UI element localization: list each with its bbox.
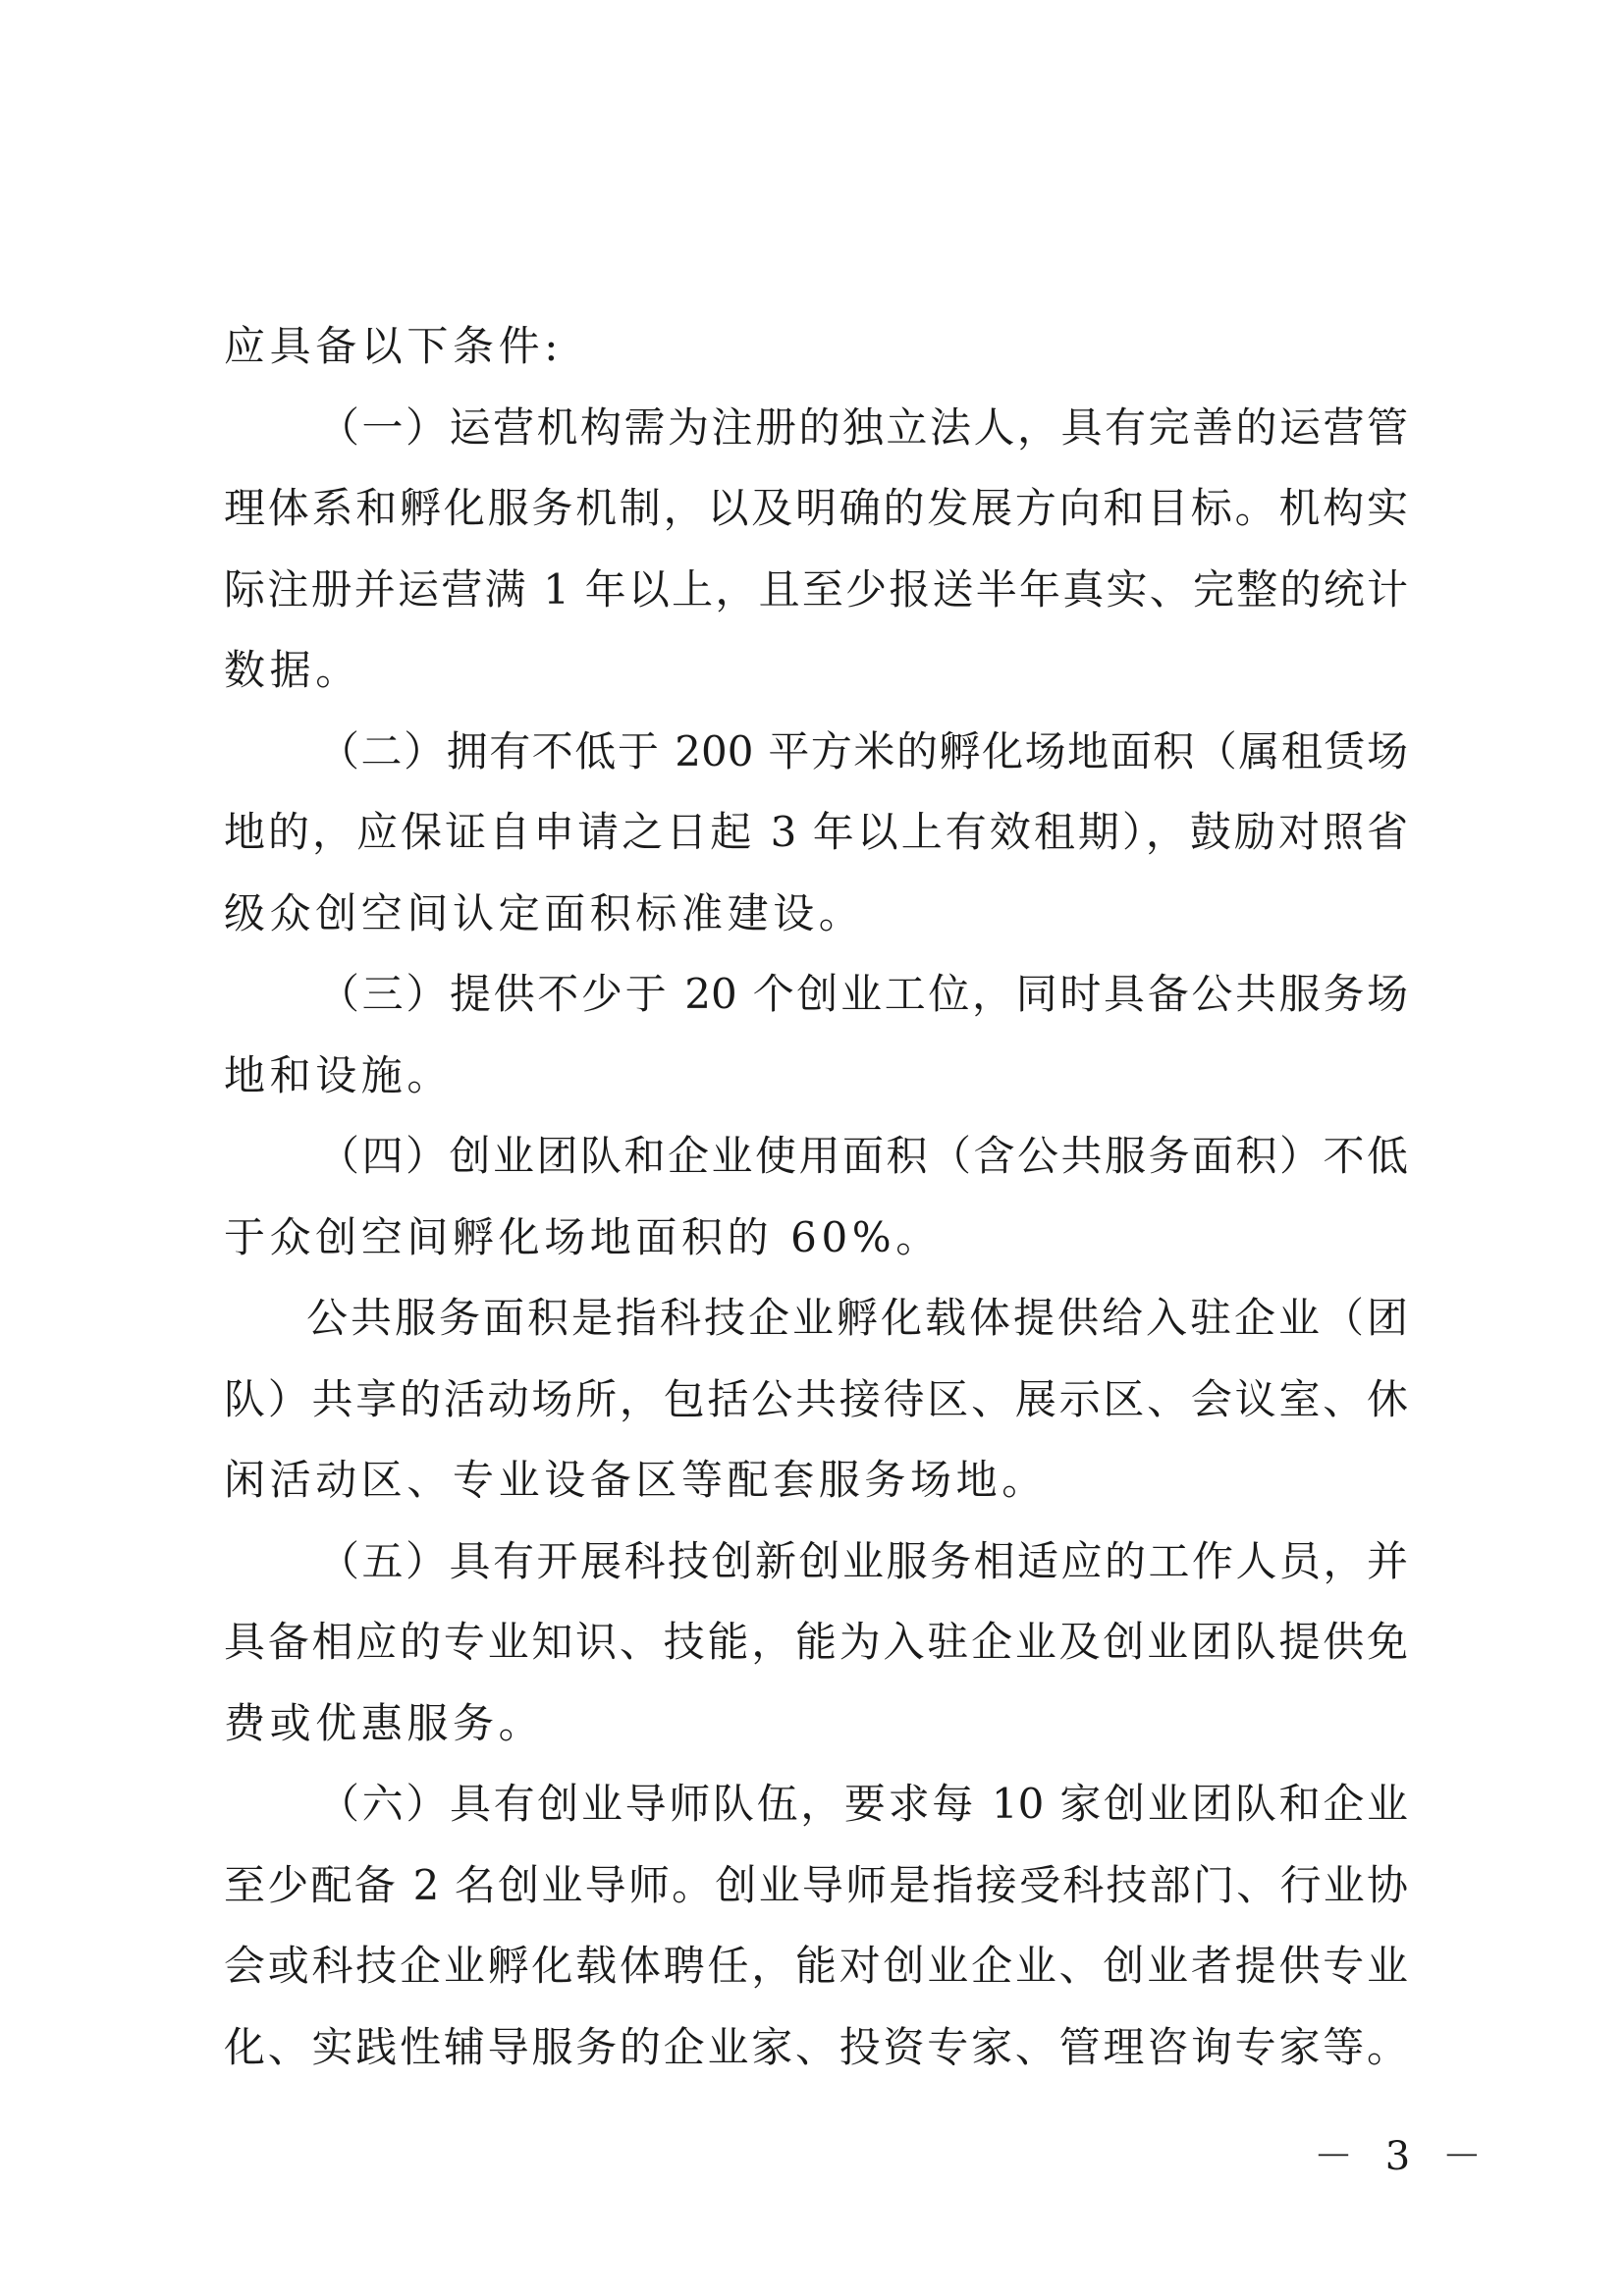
text-line: 于众创空间孵化场地面积的 60%。 [224, 1212, 942, 1261]
text-line: （三）提供不少于 20 个创业工位，同时具备公共服务场 [318, 970, 1408, 1018]
text-line: 闲活动区、专业设备区等配套服务场地。 [224, 1456, 1048, 1504]
text-line: 会或科技企业孵化载体聘任，能对创业企业、创业者提供专业 [224, 1942, 1408, 1990]
text-line: 队）共享的活动场所，包括公共接待区、展示区、会议室、休 [224, 1374, 1408, 1423]
text-line: 化、实践性辅导服务的企业家、投资专家、管理咨询专家等。 [224, 2022, 1408, 2071]
text-line: 费或优惠服务。 [224, 1698, 545, 1747]
text-line: 具备相应的专业知识、技能，能为入驻企业及创业团队提供免 [224, 1618, 1408, 1666]
text-line: （五）具有开展科技创新创业服务相适应的工作人员，并 [318, 1536, 1408, 1585]
page-number: － 3 － [1314, 2134, 1491, 2179]
text-line: 地的，应保证自申请之日起 3 年以上有效租期），鼓励对照省 [224, 808, 1408, 856]
text-line: 数据。 [224, 646, 361, 694]
text-line: 级众创空间认定面积标准建设。 [224, 888, 865, 937]
text-line: 至少配备 2 名创业导师。创业导师是指接受科技部门、行业协 [224, 1860, 1408, 1909]
document-body [224, 306, 1408, 2088]
text-line: 公共服务面积是指科技企业孵化载体提供给入驻企业（团 [306, 1294, 1408, 1342]
text-line: 际注册并运营满 1 年以上，且至少报送半年真实、完整的统计 [224, 564, 1408, 614]
text-line: （六）具有创业导师队伍，要求每 10 家创业团队和企业 [318, 1780, 1408, 1828]
text-line: 应具备以下条件: [224, 322, 563, 370]
text-line: （二）拥有不低于 200 平方米的孵化场地面积（属租赁场 [318, 726, 1408, 775]
text-line: 理体系和孵化服务机制，以及明确的发展方向和目标。机构实 [224, 484, 1408, 532]
text-line: 地和设施。 [224, 1050, 454, 1099]
text-line: （四）创业团队和企业使用面积（含公共服务面积）不低 [318, 1132, 1408, 1180]
text-line: （一）运营机构需为注册的独立法人，具有完善的运营管 [318, 402, 1408, 452]
